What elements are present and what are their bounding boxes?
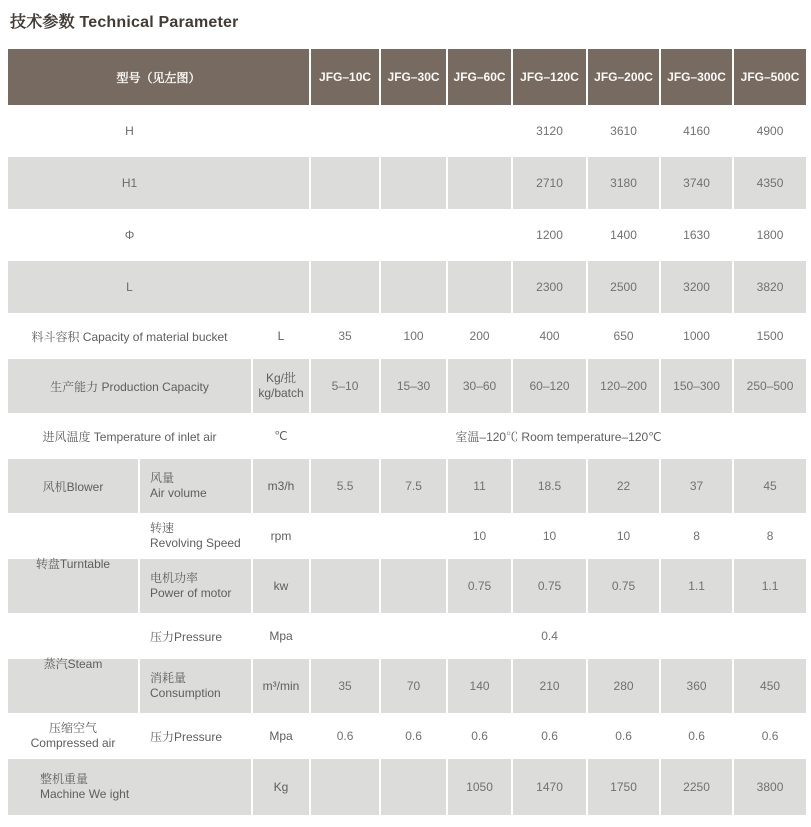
- sub-label: 压力Pressure: [139, 613, 252, 659]
- unit-line-en: kg/batch: [258, 386, 304, 400]
- value-cell: 450: [733, 659, 806, 713]
- value-cell: 3120: [512, 105, 587, 157]
- value-cell: 200: [447, 313, 512, 359]
- value-cell: 2500: [587, 261, 660, 313]
- row-label: 生产能力 Production Capacity: [8, 359, 252, 413]
- value-cell: 650: [587, 313, 660, 359]
- sub-line-zh: 风量: [150, 471, 175, 485]
- value-cell: 2710: [512, 157, 587, 209]
- table-row-turntable-revolving-speed: [8, 513, 806, 559]
- value-cell: 1.1: [733, 559, 806, 613]
- value-cell: [447, 157, 512, 209]
- sub-label: [139, 459, 252, 513]
- unit-cell: L: [252, 313, 310, 359]
- model-header-jfg120c: JFG–120C: [512, 49, 587, 105]
- sub-line-en: Consumption: [150, 686, 221, 700]
- value-cell: [310, 261, 380, 313]
- value-cell: [310, 157, 380, 209]
- value-cell: 1050: [447, 759, 512, 815]
- value-cell: 8: [733, 513, 806, 559]
- value-cell: 35: [310, 659, 380, 713]
- value-cell: 3820: [733, 261, 806, 313]
- value-cell: 10: [447, 513, 512, 559]
- value-cell: 1800: [733, 209, 806, 261]
- value-cell: 400: [512, 313, 587, 359]
- value-cell: 1470: [512, 759, 587, 815]
- label-line-en: Machine We ight: [40, 787, 130, 801]
- unit-cell: m3/h: [252, 459, 310, 513]
- value-cell: 0.6: [587, 713, 660, 759]
- value-cell: 37: [660, 459, 733, 513]
- page-title: 技术参数 Technical Parameter: [10, 14, 239, 31]
- table-row-production-capacity: [8, 359, 806, 413]
- model-header-jfg10c: JFG–10C: [310, 49, 380, 105]
- sub-line-zh: 转速: [150, 521, 175, 535]
- value-cell: [380, 513, 447, 559]
- group-label: [8, 713, 139, 759]
- model-label-header: 型号（见左图）: [8, 49, 310, 105]
- value-cell: 0.6: [310, 713, 380, 759]
- value-cell: 70: [380, 659, 447, 713]
- value-cell: 10: [512, 513, 587, 559]
- table-row-compressed-air-pressure: [8, 713, 806, 759]
- value-cell: 5.5: [310, 459, 380, 513]
- value-cell: 30–60: [447, 359, 512, 413]
- unit-cell: Mpa: [252, 713, 310, 759]
- value-cell: [310, 209, 380, 261]
- sub-line-en: Air volume: [150, 486, 207, 500]
- table-row-steam-pressure: [8, 613, 806, 659]
- sub-line-zh: 电机功率: [150, 571, 199, 585]
- sub-line-zh: 消耗量: [150, 671, 187, 685]
- value-cell: 120–200: [587, 359, 660, 413]
- model-header-jfg200c: JFG–200C: [587, 49, 660, 105]
- value-cell: 0.6: [447, 713, 512, 759]
- technical-parameter-table: [8, 49, 806, 815]
- value-cell: [380, 157, 447, 209]
- value-cell: 1500: [733, 313, 806, 359]
- row-label: H: [125, 124, 134, 138]
- value-cell: 1000: [660, 313, 733, 359]
- value-cell: [733, 613, 806, 659]
- value-cell: 210: [512, 659, 587, 713]
- unit-cell: kw: [252, 559, 310, 613]
- value-cell: [310, 759, 380, 815]
- value-cell: [380, 559, 447, 613]
- value-cell: 3180: [587, 157, 660, 209]
- value-cell: 35: [310, 313, 380, 359]
- table-row-inlet-air-temperature: [8, 413, 806, 459]
- value-cell: 0.75: [512, 559, 587, 613]
- group-line-zh: 压缩空气: [48, 721, 97, 735]
- value-cell: 5–10: [310, 359, 380, 413]
- value-cell: 8: [660, 513, 733, 559]
- value-cell: 0.4: [512, 613, 587, 659]
- value-cell: 1.1: [660, 559, 733, 613]
- value-cell: 15–30: [380, 359, 447, 413]
- sub-label: [139, 559, 252, 613]
- value-cell: [380, 209, 447, 261]
- group-label: 转盘Turntable: [8, 513, 139, 613]
- value-cell: 100: [380, 313, 447, 359]
- value-cell: 3740: [660, 157, 733, 209]
- group-label: 风机Blower: [8, 459, 139, 513]
- value-cell: 18.5: [512, 459, 587, 513]
- value-cell: 0.6: [380, 713, 447, 759]
- unit-cell: [252, 359, 310, 413]
- sub-label: [139, 659, 252, 713]
- value-cell: [310, 513, 380, 559]
- value-cell: 140: [447, 659, 512, 713]
- value-cell: 2300: [512, 261, 587, 313]
- value-cell: 250–500: [733, 359, 806, 413]
- value-cell: 0.75: [447, 559, 512, 613]
- value-cell: 1400: [587, 209, 660, 261]
- model-header-jfg500c: JFG–500C: [733, 49, 806, 105]
- row-label: L: [8, 261, 310, 313]
- value-cell: 1630: [660, 209, 733, 261]
- value-cell: 11: [447, 459, 512, 513]
- unit-line-zh: Kg/批: [266, 371, 297, 385]
- row-label: Φ: [124, 228, 135, 242]
- value-cell: [310, 559, 380, 613]
- merged-value-cell: 室温–120℃ Room temperature–120℃: [310, 413, 806, 459]
- unit-cell: ℃: [252, 413, 310, 459]
- value-cell: 1750: [587, 759, 660, 815]
- value-cell: 4350: [733, 157, 806, 209]
- group-line-en: Compressed air: [30, 736, 116, 750]
- value-cell: 1200: [512, 209, 587, 261]
- table-row-h: [8, 105, 806, 157]
- value-cell: 45: [733, 459, 806, 513]
- value-cell: 2250: [660, 759, 733, 815]
- value-cell: [447, 613, 512, 659]
- value-cell: [380, 105, 447, 157]
- value-cell: [447, 209, 512, 261]
- unit-cell: rpm: [252, 513, 310, 559]
- model-header-jfg60c: JFG–60C: [447, 49, 512, 105]
- table-row-blower-air-volume: [8, 459, 806, 513]
- table-row-h1: [8, 157, 806, 209]
- value-cell: 4160: [660, 105, 733, 157]
- model-header-jfg30c: JFG–30C: [380, 49, 447, 105]
- value-cell: 0.6: [512, 713, 587, 759]
- value-cell: 3200: [660, 261, 733, 313]
- value-cell: [447, 105, 512, 157]
- value-cell: [380, 759, 447, 815]
- sub-label: [139, 513, 252, 559]
- value-cell: 150–300: [660, 359, 733, 413]
- value-cell: 7.5: [380, 459, 447, 513]
- value-cell: [447, 261, 512, 313]
- table-row-bucket-capacity: [8, 313, 806, 359]
- unit-cell: Mpa: [252, 613, 310, 659]
- value-cell: 0.75: [587, 559, 660, 613]
- label-line-zh: 整机重量: [40, 772, 89, 786]
- value-cell: [587, 613, 660, 659]
- value-cell: [660, 613, 733, 659]
- value-cell: 60–120: [512, 359, 587, 413]
- table-header-row: [8, 49, 806, 105]
- table-row-machine-weight: [8, 759, 806, 815]
- row-label: [8, 759, 252, 815]
- group-label: 蒸汽Steam: [8, 613, 139, 713]
- value-cell: 22: [587, 459, 660, 513]
- row-label: H1: [8, 157, 310, 209]
- unit-cell: m³/min: [252, 659, 310, 713]
- table-row-l: [8, 261, 806, 313]
- value-cell: 3610: [587, 105, 660, 157]
- value-cell: 10: [587, 513, 660, 559]
- table-row-phi: [8, 209, 806, 261]
- sub-line-en: Power of motor: [150, 586, 232, 600]
- value-cell: 3800: [733, 759, 806, 815]
- row-label: 料斗容积 Capacity of material bucket: [31, 329, 228, 344]
- value-cell: [380, 613, 447, 659]
- value-cell: [380, 261, 447, 313]
- sub-line-en: Revolving Speed: [150, 536, 241, 550]
- value-cell: 0.6: [660, 713, 733, 759]
- sub-label: 压力Pressure: [139, 713, 252, 759]
- value-cell: 0.6: [733, 713, 806, 759]
- model-header-jfg300c: JFG–300C: [660, 49, 733, 105]
- value-cell: 4900: [733, 105, 806, 157]
- value-cell: [310, 105, 380, 157]
- row-label: 进风温度 Temperature of inlet air: [42, 429, 217, 444]
- value-cell: 280: [587, 659, 660, 713]
- unit-cell: Kg: [252, 759, 310, 815]
- value-cell: 360: [660, 659, 733, 713]
- value-cell: [310, 613, 380, 659]
